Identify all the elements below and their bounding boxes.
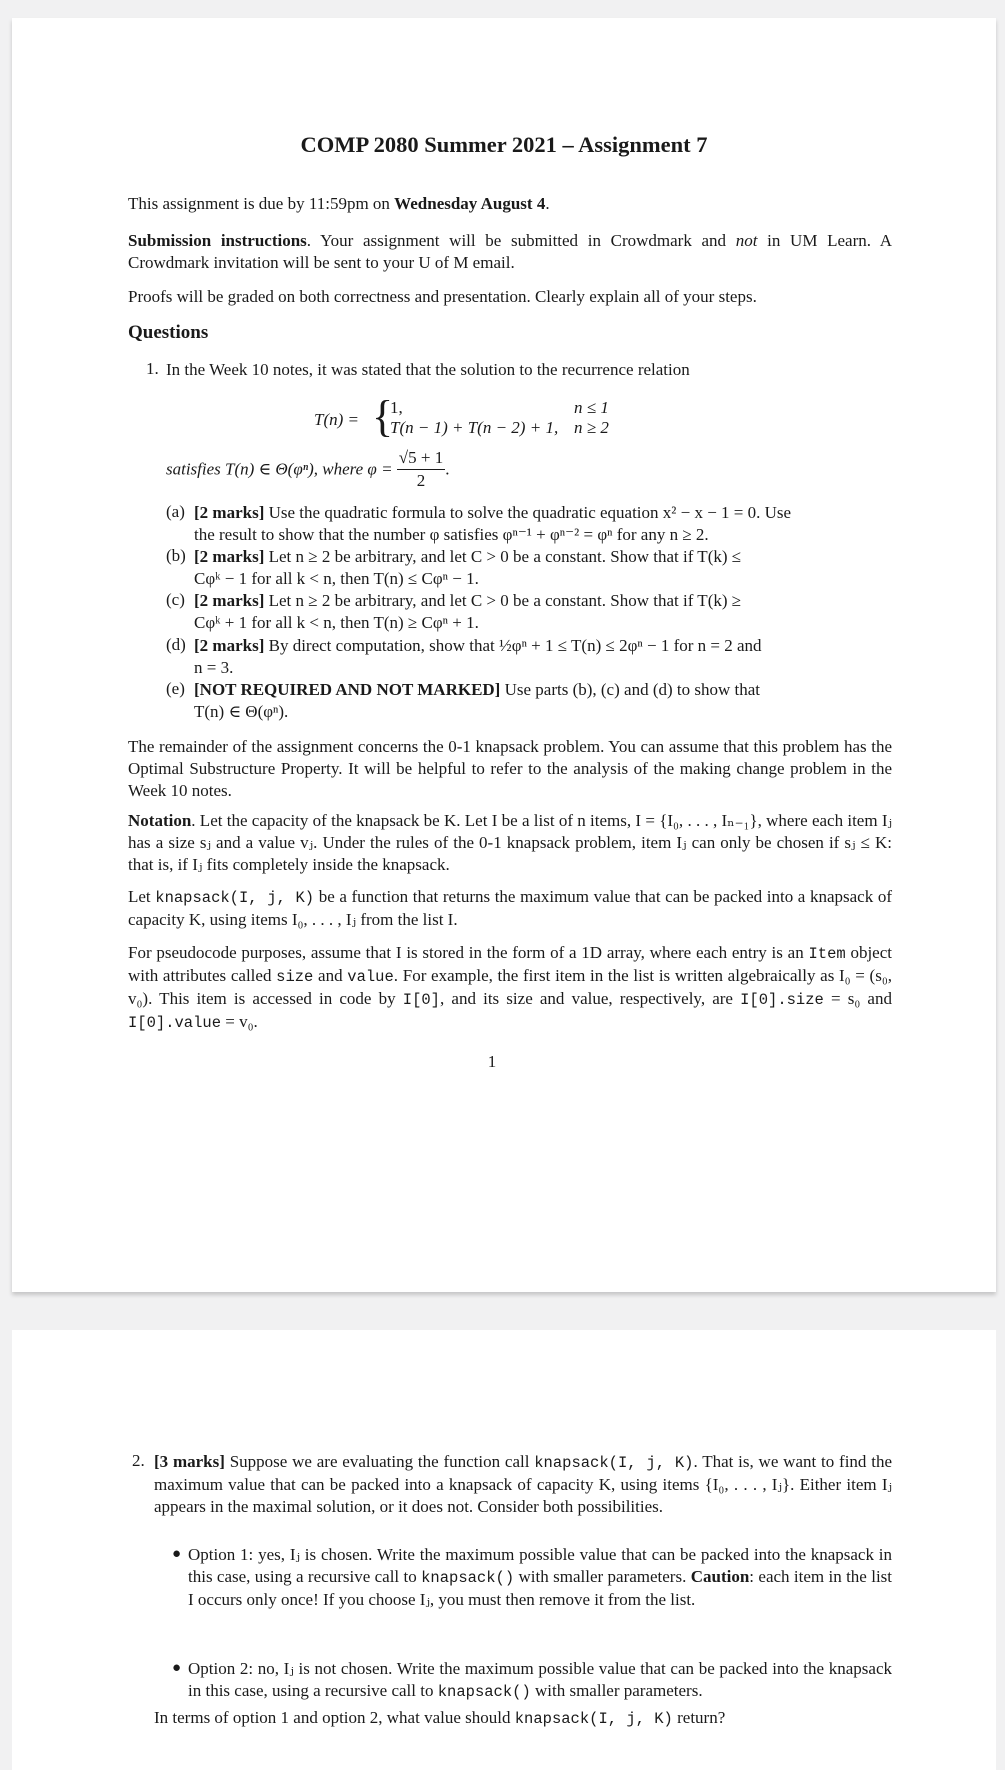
part-a-label: (a) (166, 502, 185, 521)
bullet-icon: ● (172, 1546, 182, 1562)
part-d-marks: [2 marks] (194, 636, 265, 655)
q2-final-question (154, 1707, 892, 1730)
notation-paragraph (128, 810, 892, 876)
case1-value: 1, (390, 398, 403, 417)
part-a (194, 502, 892, 546)
bullet-icon: ● (172, 1660, 182, 1676)
case2-cond: n ≥ 2 (574, 418, 609, 437)
submission-not: not (735, 231, 758, 250)
assignment-title: COMP 2080 Summer 2021 – Assignment 7 (300, 132, 708, 157)
option-1 (188, 1544, 892, 1611)
q2-text-1: Suppose we are evaluating the function call (224, 1452, 535, 1471)
phi-numerator: √5 + 1 (397, 447, 445, 470)
satisfies-text: satisfies T(n) ∈ Θ(φⁿ), where φ = (166, 459, 393, 479)
submission-text-1: . Your assignment will be submitted in Crowdmark and (306, 231, 736, 250)
q1-intro: In the Week 10 notes, it was stated that the solution to the recurrence relation (166, 360, 690, 379)
part-c (194, 590, 892, 634)
q1-number: 1. (146, 359, 159, 378)
part-c-line1: Let n ≥ 2 be arbitrary, and let C > 0 be a constant. Show that if T(k) ≥ (264, 591, 742, 610)
case2-value: T(n − 1) + T(n − 2) + 1, (390, 418, 559, 437)
page-number: 1 (487, 1052, 497, 1071)
final-text-2: return? (672, 1708, 726, 1727)
q2-number: 2. (132, 1451, 145, 1470)
recurrence-relation (314, 392, 634, 444)
i0-value-code: I[0].value (128, 1014, 222, 1032)
questions-heading: Questions (128, 322, 209, 343)
q2-code: knapsack(I, j, K) (534, 1454, 694, 1472)
knapsack-code: knapsack(I, j, K) (155, 889, 315, 907)
q2-text (154, 1451, 892, 1518)
due-suffix: . (545, 194, 550, 213)
proofs-text: Proofs will be graded on both correctness and presentation. Clearly explain all of your steps. (128, 287, 757, 306)
case1-cond: n ≤ 1 (574, 398, 609, 417)
option1-code: knapsack() (421, 1569, 515, 1587)
submission-instructions (128, 230, 892, 274)
option-2 (188, 1658, 892, 1703)
knapsack-definition (128, 886, 892, 931)
part-e-label: (e) (166, 679, 185, 698)
phi-definition (166, 447, 449, 492)
due-date: Wednesday August 4 (394, 194, 546, 213)
recurrence-lhs: T(n) = (314, 410, 359, 429)
pseudo-text-4: . For example, the first item in the list is written algebraically as I₀ = (s₀, v₀). This item is accessed in code by (128, 966, 893, 1008)
part-e-line1: Use parts (b), (c) and (d) to show that (500, 680, 760, 699)
i0-size-code: I[0].size (740, 991, 824, 1009)
phi-period: . (445, 459, 450, 479)
part-e-line2: T(n) ∈ Θ(φⁿ). (194, 702, 289, 721)
option1-text-3: : each item in the list I occurs only once! If you choose Iⱼ, you must then remove it from the list. (188, 1567, 893, 1609)
part-b (194, 546, 892, 590)
part-c-line2: Cφᵏ + 1 for all k < n, then T(n) ≥ Cφⁿ + 1. (194, 613, 479, 632)
notation-label: Notation (128, 811, 192, 830)
part-b-line2: Cφᵏ − 1 for all k < n, then T(n) ≤ Cφⁿ − 1. (194, 569, 479, 588)
submission-text-2: in UM Learn. A Crowdmark invitation will be sent to your U of M email. (128, 231, 893, 272)
due-prefix: This assignment is due by 11:59pm on (128, 194, 395, 213)
part-a-line1: Use the quadratic formula to solve the quadratic equation x² − x − 1 = 0. Use (264, 503, 792, 522)
part-b-line1: Let n ≥ 2 be arbitrary, and let C > 0 be a constant. Show that if T(k) ≤ (264, 547, 742, 566)
pseudo-text-1: For pseudocode purposes, assume that I is stored in the form of a 1D array, where each entry is an (128, 943, 809, 962)
part-e-marks: [NOT REQUIRED AND NOT MARKED] (194, 680, 501, 699)
left-brace: { (372, 392, 394, 441)
item-code: Item (808, 945, 846, 963)
part-d-label: (d) (166, 635, 186, 654)
knapsack-post: be a function that returns the maximum value that can be packed into a knapsack of capacity K, using items I₀, . . . , Iⱼ from the list I. (128, 887, 892, 929)
option2-text-2: with smaller parameters. (530, 1681, 703, 1700)
option2-code: knapsack() (437, 1683, 531, 1701)
remainder-paragraph (128, 736, 892, 802)
phi-denominator: 2 (416, 471, 426, 490)
due-date-line (128, 193, 892, 215)
phi-fraction (397, 447, 445, 492)
part-d-line1: By direct computation, show that ½φⁿ + 1 ≤ T(n) ≤ 2φⁿ − 1 for n = 2 and (264, 636, 762, 655)
submission-label: Submission instructions (128, 231, 307, 250)
part-e (194, 679, 892, 723)
remainder-text: The remainder of the assignment concerns the 0-1 knapsack problem. You can assume that this problem has the Optimal Substructure Property. It will be helpful to refer to the analysis of the making change problem in the Week 10 notes. (128, 737, 892, 800)
option1-text-2: with smaller parameters. (514, 1567, 691, 1586)
pseudocode-paragraph (128, 942, 892, 1034)
q2-text-2: . That is, we want to find the maximum value that can be packed into a knapsack of capacity K, using items {I₀, . . . , Iⱼ}. Either item Iⱼ appears in the maximal solution, or it does not. Consider both possibilities. (154, 1452, 892, 1516)
part-c-label: (c) (166, 590, 185, 609)
notation-text: . Let the capacity of the knapsack be K. Let I be a list of n items, I = {I₀, . . . , Iₙ₋₁}, where each item Iⱼ has a size sⱼ and a value vⱼ. Under the rules of the 0-1 knapsack problem, item Iⱼ can only be chosen if sⱼ ≤ K: that is, if Iⱼ fits completely inside the knapsack. (128, 811, 892, 874)
size-code: size (276, 968, 314, 986)
pseudo-text-2: object with attributes called (128, 943, 892, 985)
part-a-line2: the result to show that the number φ satisfies φⁿ⁻¹ + φⁿ⁻² = φⁿ for any n ≥ 2. (194, 525, 709, 544)
part-d (194, 635, 892, 679)
part-a-marks: [2 marks] (194, 503, 265, 522)
option2-text-1: Option 2: no, Iⱼ is not chosen. Write the maximum possible value that can be packed into the knapsack in this case, using a recursive call to (188, 1659, 892, 1700)
pseudo-text-5: , and its size and value, respectively, are (440, 989, 741, 1008)
i0-code: I[0] (402, 991, 440, 1009)
part-d-line2: n = 3. (194, 658, 234, 677)
page-2 (12, 1330, 996, 1770)
pseudo-text-6: = s₀ and (823, 989, 892, 1008)
value-code: value (347, 968, 394, 986)
final-code: knapsack(I, j, K) (514, 1710, 673, 1728)
option1-text-1: Option 1: yes, Iⱼ is chosen. Write the maximum possible value that can be packed into the knapsack in this case, using a recursive call to (188, 1545, 892, 1586)
final-text-1: In terms of option 1 and option 2, what value should (154, 1708, 515, 1727)
page-1 (12, 18, 996, 1292)
proofs-note (128, 286, 892, 308)
q2-marks: [3 marks] (154, 1452, 225, 1471)
part-b-marks: [2 marks] (194, 547, 265, 566)
part-c-marks: [2 marks] (194, 591, 265, 610)
pseudo-text-7: = v₀. (221, 1012, 258, 1031)
knapsack-pre: Let (128, 887, 156, 906)
option1-caution: Caution (690, 1567, 750, 1586)
part-b-label: (b) (166, 546, 186, 565)
pseudo-text-3: and (313, 966, 348, 985)
